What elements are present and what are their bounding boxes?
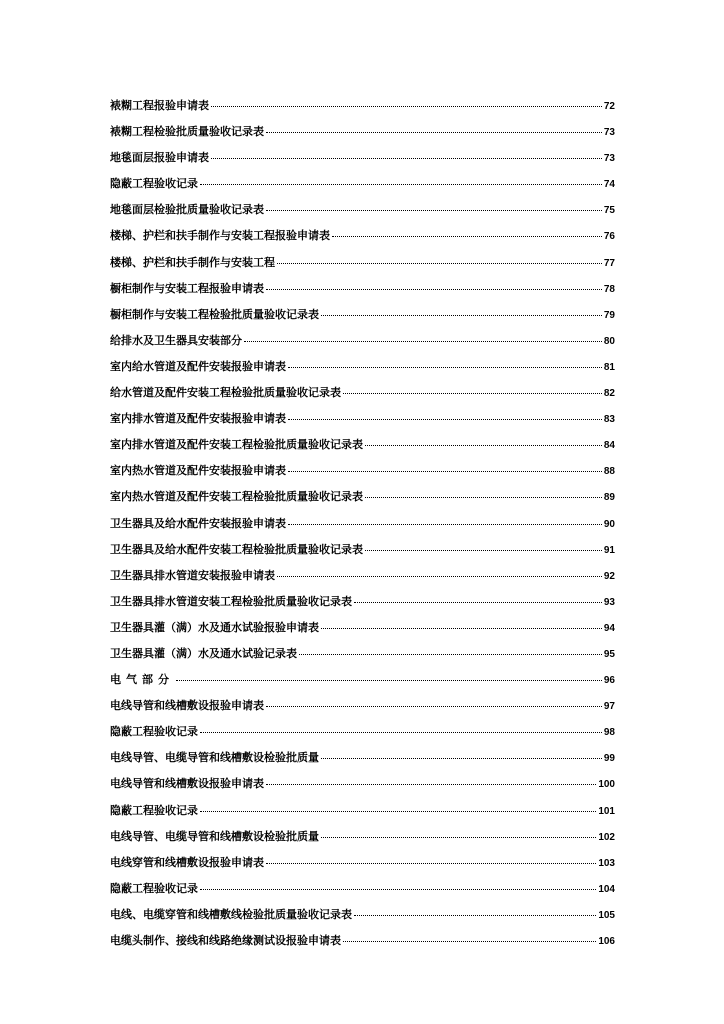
toc-entry-title: 隐蔽工程验收记录 [110,177,198,191]
toc-entry[interactable] [110,145,615,171]
table-of-contents [110,93,615,954]
toc-entry-title: 橱柜制作与安装工程检验批质量验收记录表 [110,307,319,321]
toc-dot-leader [354,915,596,916]
toc-entry[interactable] [110,693,615,719]
toc-entry[interactable] [110,250,615,276]
toc-entry-page-number: 82 [603,388,615,400]
toc-entry[interactable] [110,406,615,432]
toc-entry[interactable] [110,824,615,850]
toc-entry-page-number: 98 [603,727,615,739]
toc-entry[interactable] [110,537,615,563]
toc-dot-leader [266,132,602,133]
toc-entry-page-number: 83 [603,414,615,426]
toc-entry[interactable] [110,197,615,223]
toc-dot-leader [277,576,602,577]
toc-dot-leader [266,210,602,211]
toc-dot-leader [321,758,602,759]
toc-entry-title: 隐蔽工程验收记录 [110,725,198,739]
toc-dot-leader [200,889,596,890]
toc-entry-title: 电线导管和线槽敷设报验申请表 [110,699,264,713]
toc-entry[interactable] [110,458,615,484]
toc-entry-title: 给水管道及配件安装工程检验批质量验收记录表 [110,386,341,400]
toc-entry[interactable] [110,928,615,954]
toc-entry-page-number: 91 [603,544,615,556]
toc-entry-page-number: 90 [603,518,615,530]
toc-entry-title: 卫生器具排水管道安装工程检验批质量验收记录表 [110,594,352,608]
toc-entry-title: 橱柜制作与安装工程报验申请表 [110,281,264,295]
toc-entry-page-number: 75 [603,205,615,217]
toc-dot-leader [288,471,602,472]
toc-entry-page-number: 92 [603,570,615,582]
toc-entry-page-number: 74 [603,179,615,191]
toc-dot-leader [266,784,596,785]
toc-entry[interactable] [110,876,615,902]
toc-entry-page-number: 95 [603,648,615,660]
toc-entry-page-number: 106 [598,936,615,947]
toc-entry-page-number: 104 [598,883,615,895]
toc-entry-page-number: 103 [598,857,615,869]
toc-entry-page-number: 81 [603,361,615,373]
toc-entry-title: 卫生器具及给水配件安装报验申请表 [110,516,286,530]
toc-entry[interactable] [110,615,615,641]
toc-dot-leader [343,941,596,942]
toc-entry-title: 电线导管和线槽敷设报验申请表 [110,777,264,791]
toc-entry[interactable] [110,745,615,771]
toc-entry[interactable] [110,171,615,197]
toc-entry-page-number: 94 [603,622,615,634]
toc-dot-leader [200,732,602,733]
toc-entry[interactable] [110,641,615,667]
toc-dot-leader [176,680,602,681]
toc-entry-page-number: 96 [603,675,615,687]
toc-entry[interactable] [110,302,615,328]
toc-entry-title: 地毯面层检验批质量验收记录表 [110,203,264,217]
toc-entry[interactable] [110,850,615,876]
toc-entry-title: 裱糊工程检验批质量验收记录表 [110,125,264,139]
toc-entry-title: 卫生器具及给水配件安装工程检验批质量验收记录表 [110,542,363,556]
toc-entry[interactable] [110,380,615,406]
toc-entry[interactable] [110,119,615,145]
toc-entry-title: 室内排水管道及配件安装工程检验批质量验收记录表 [110,438,363,452]
toc-entry-title: 裱糊工程报验申请表 [110,99,209,112]
toc-entry[interactable] [110,902,615,928]
toc-dot-leader [200,811,596,812]
toc-entry-page-number: 79 [603,309,615,321]
toc-entry-title: 室内给水管道及配件安装报验申请表 [110,359,286,373]
toc-entry[interactable] [110,667,615,693]
toc-entry-page-number: 73 [603,153,615,165]
toc-entry-page-number: 80 [603,335,615,347]
toc-entry-page-number: 73 [603,127,615,139]
toc-entry-title: 电线穿管和线槽敷设报验申请表 [110,855,264,869]
toc-dot-leader [266,863,596,864]
toc-entry[interactable] [110,328,615,354]
toc-entry[interactable] [110,223,615,249]
toc-entry-title: 楼梯、护栏和扶手制作与安装工程报验申请表 [110,229,330,243]
toc-entry[interactable] [110,511,615,537]
toc-entry-title: 室内热水管道及配件安装报验申请表 [110,464,286,478]
toc-dot-leader [332,236,602,237]
toc-dot-leader [277,263,602,264]
toc-entry-title: 卫生器具灌（满）水及通水试验记录表 [110,646,297,660]
toc-entry[interactable] [110,354,615,380]
toc-dot-leader [288,524,602,525]
toc-dot-leader [266,289,602,290]
toc-entry[interactable] [110,432,615,458]
toc-entry-page-number: 84 [603,440,615,452]
toc-entry[interactable] [110,484,615,510]
toc-entry-page-number: 76 [603,231,615,243]
toc-entry-title: 隐蔽工程验收记录 [110,803,198,817]
toc-entry-title: 楼梯、护栏和扶手制作与安装工程 [110,255,275,269]
toc-entry-title: 给排水及卫生器具安装部分 [110,333,242,347]
toc-entry-title: 电线导管、电缆导管和线槽敷设检验批质量 [110,829,319,843]
toc-entry-page-number: 72 [603,101,615,112]
toc-entry-page-number: 97 [603,701,615,713]
toc-entry-title: 电线导管、电缆导管和线槽敷设检验批质量 [110,751,319,765]
toc-dot-leader [321,628,602,629]
toc-dot-leader [343,393,602,394]
toc-entry-title: 卫生器具灌（满）水及通水试验报验申请表 [110,620,319,634]
toc-dot-leader [244,341,602,342]
toc-entry-title: 卫生器具排水管道安装报验申请表 [110,568,275,582]
toc-entry-title: 室内排水管道及配件安装报验申请表 [110,412,286,426]
toc-entry-page-number: 101 [598,805,615,817]
toc-entry-title: 地毯面层报验申请表 [110,151,209,165]
toc-dot-leader [211,106,602,107]
toc-dot-leader [321,315,602,316]
toc-entry-title: 电缆头制作、接线和线路绝缘测试设报验申请表 [110,934,341,947]
toc-dot-leader [354,602,602,603]
toc-entry-page-number: 105 [598,909,615,921]
toc-entry-title: 电气部分 [110,673,174,687]
toc-dot-leader [365,445,602,446]
toc-entry-page-number: 88 [603,466,615,478]
toc-dot-leader [321,837,596,838]
toc-entry[interactable] [110,719,615,745]
toc-dot-leader [299,654,602,655]
toc-entry[interactable] [110,771,615,797]
toc-entry-page-number: 93 [603,596,615,608]
toc-dot-leader [200,184,602,185]
toc-entry-page-number: 100 [598,779,615,791]
toc-entry-title: 电线、电缆穿管和线槽敷线检验批质量验收记录表 [110,907,352,921]
toc-dot-leader [266,706,602,707]
toc-entry-title: 隐蔽工程验收记录 [110,881,198,895]
toc-entry[interactable] [110,276,615,302]
toc-entry-page-number: 102 [598,831,615,843]
toc-dot-leader [365,497,602,498]
toc-dot-leader [288,419,602,420]
toc-entry-page-number: 78 [603,283,615,295]
toc-entry[interactable] [110,563,615,589]
toc-entry[interactable] [110,93,615,119]
toc-entry[interactable] [110,798,615,824]
toc-entry[interactable] [110,589,615,615]
toc-dot-leader [288,367,602,368]
toc-entry-page-number: 89 [603,492,615,504]
toc-entry-title: 室内热水管道及配件安装工程检验批质量验收记录表 [110,490,363,504]
toc-dot-leader [211,158,602,159]
toc-entry-page-number: 77 [603,257,615,269]
toc-dot-leader [365,550,602,551]
toc-entry-page-number: 99 [603,753,615,765]
